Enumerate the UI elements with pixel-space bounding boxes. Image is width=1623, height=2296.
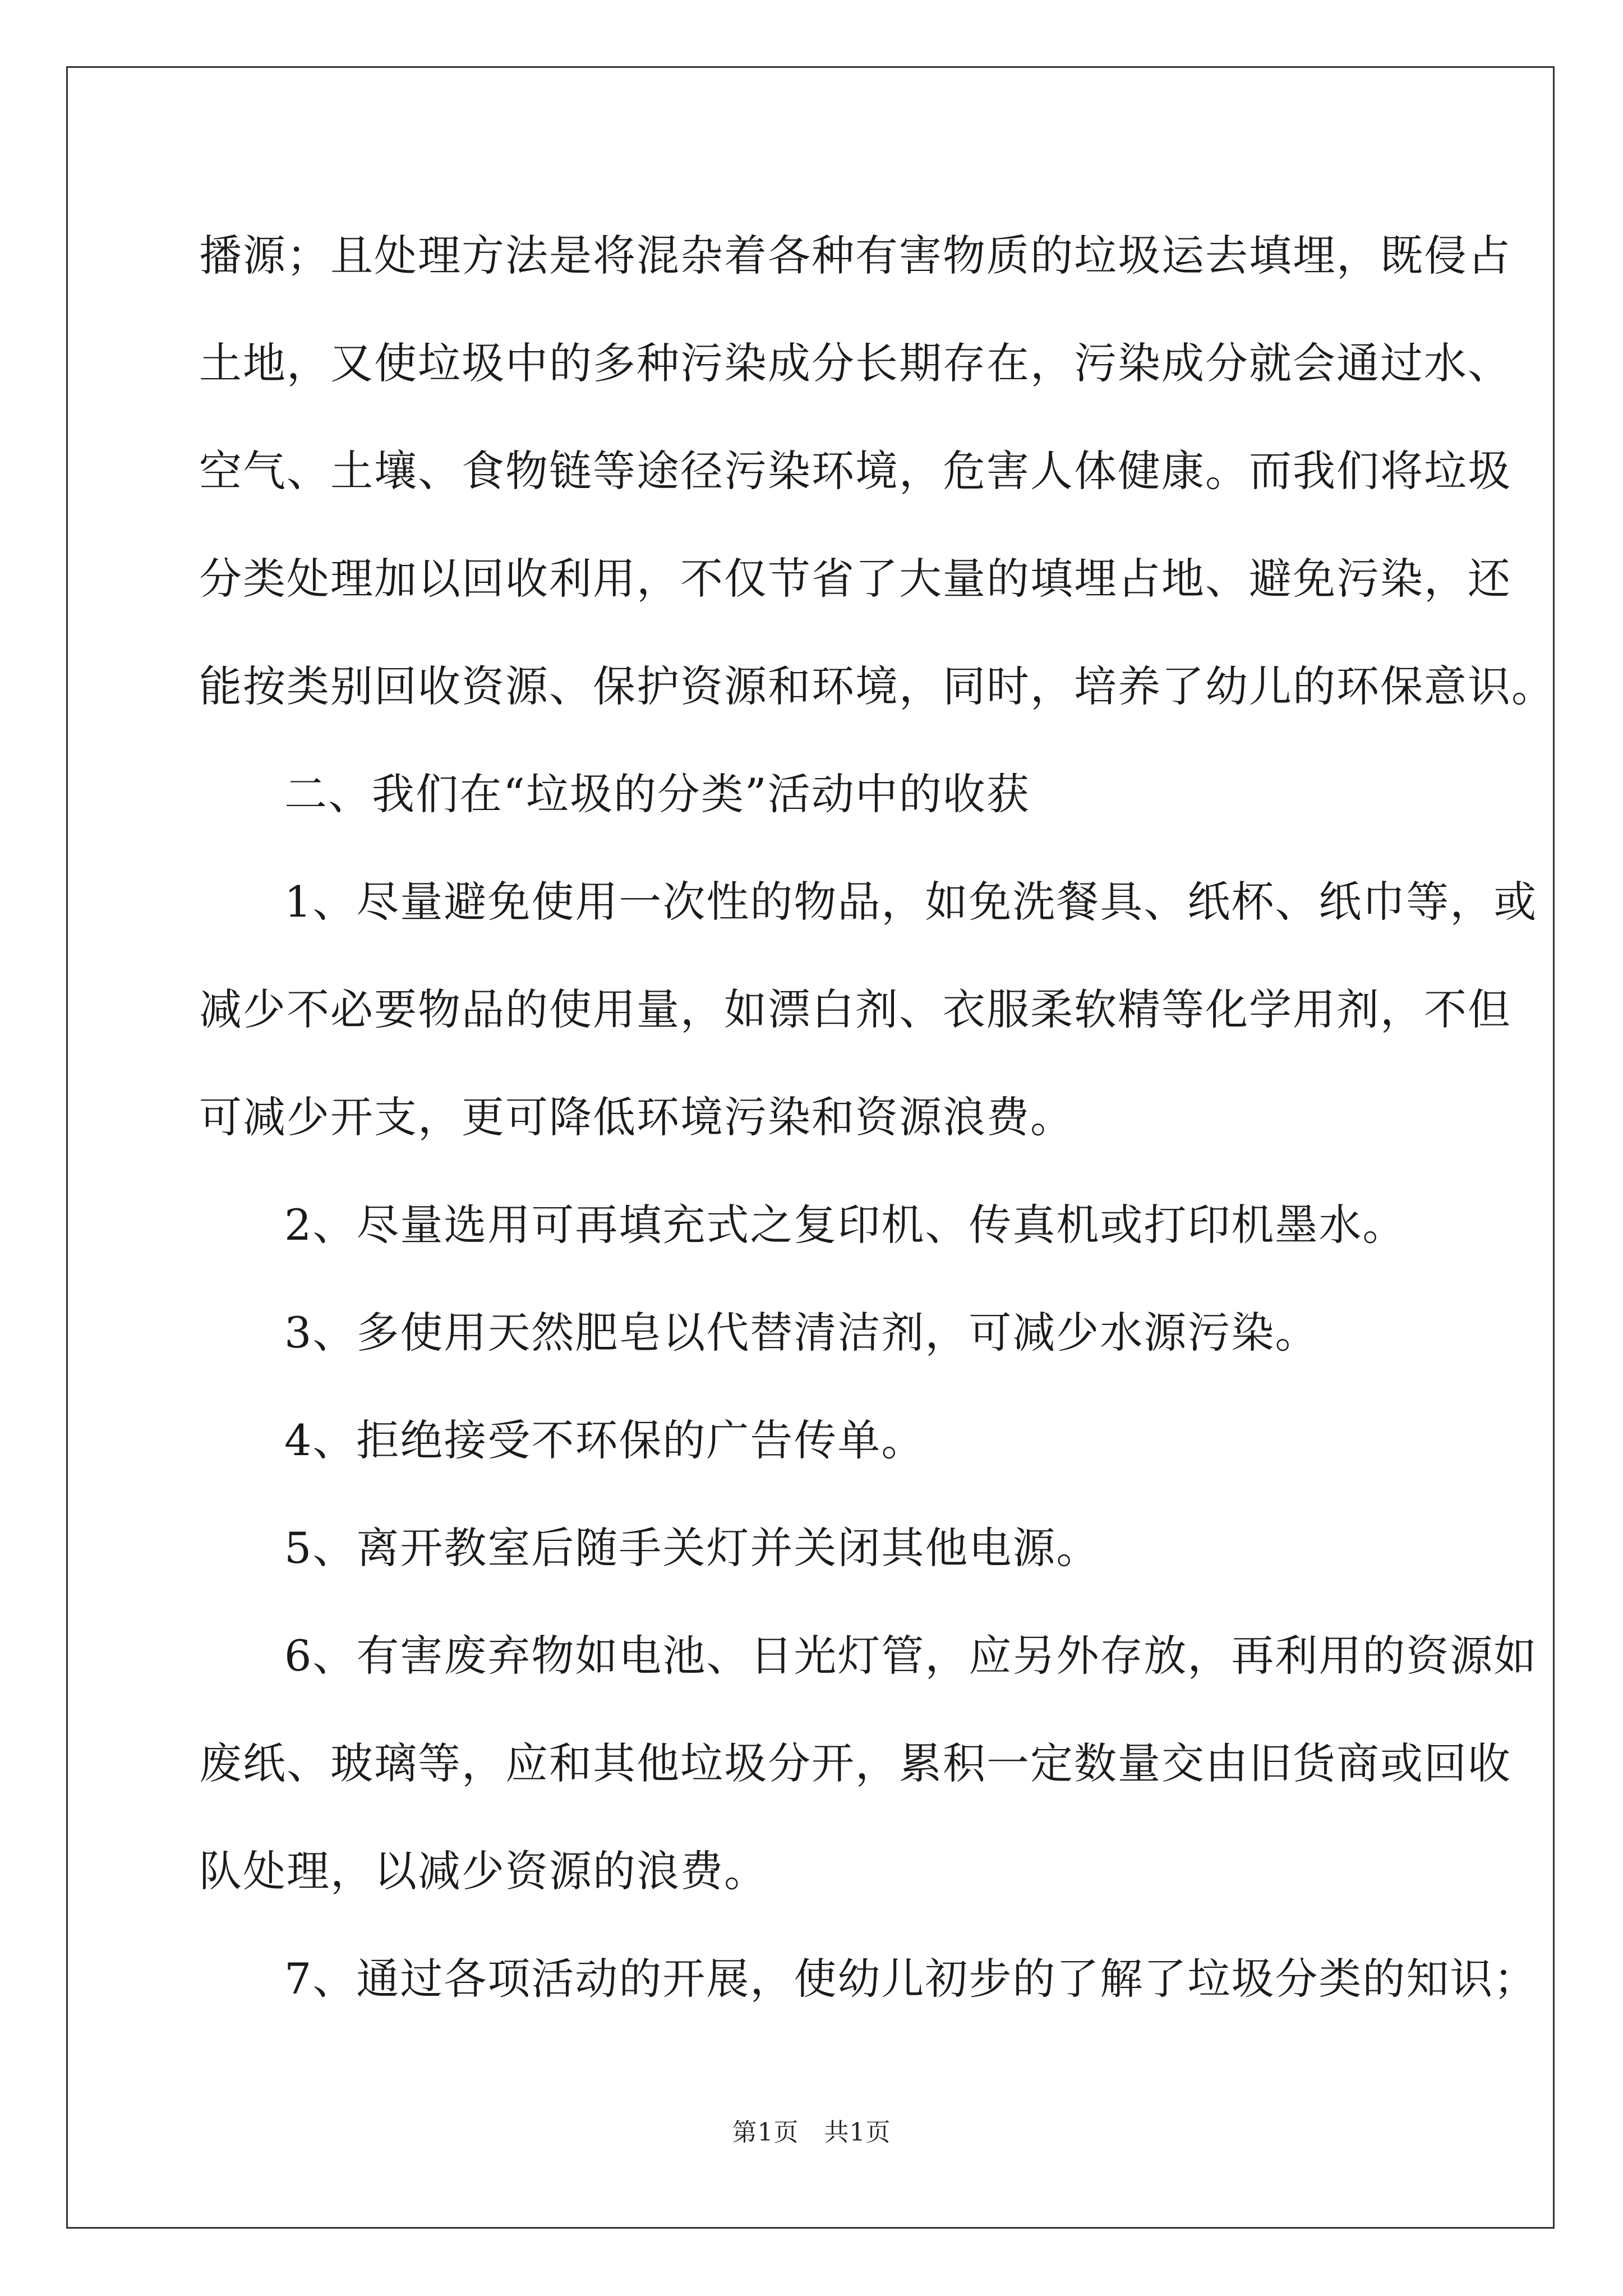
text-line: 2、尽量选用可再填充式之复印机、传真机或打印机墨水。 [284, 1200, 1407, 1250]
text-line: 播源；且处理方法是将混杂着各种有害物质的垃圾运去填埋，既侵占 [199, 231, 1511, 280]
page-footer: 第1页 共1页 [732, 2118, 891, 2147]
text-line: 分类处理加以回收利用，不仅节省了大量的填埋占地、避免污染，还 [199, 554, 1511, 604]
text-line: 减少不必要物品的使用量，如漂白剂、衣服柔软精等化学用剂，不但 [199, 984, 1511, 1034]
text-line: 能按类别回收资源、保护资源和环境，同时，培养了幼儿的环保意识。 [199, 661, 1555, 711]
document-body [199, 202, 1555, 2033]
text-line: 废纸、玻璃等，应和其他垃圾分开，累积一定数量交由旧货商或回收 [199, 1738, 1511, 1788]
text-line: 7、通过各项活动的开展，使幼儿初步的了解了垃圾分类的知识； [284, 1954, 1538, 2004]
text-line: 二、我们在“垃圾的分类”活动中的收获 [284, 769, 1030, 819]
text-line: 6、有害废弃物如电池、日光灯管，应另外存放，再利用的资源如 [284, 1631, 1538, 1681]
text-line: 3、多使用天然肥皂以代替清洁剂，可减少水源污染。 [284, 1308, 1319, 1358]
text-line: 可减少开支，更可降低环境污染和资源浪费。 [199, 1092, 1074, 1142]
text-line: 4、拒绝接受不环保的广告传单。 [284, 1415, 925, 1465]
text-line: 1、尽量避免使用一次性的物品，如免洗餐具、纸杯、纸巾等，或 [284, 877, 1538, 927]
text-line: 土地，又使垃圾中的多种污染成分长期存在，污染成分就会通过水、 [199, 338, 1511, 388]
text-line: 空气、土壤、食物链等途径污染环境，危害人体健康。而我们将垃圾 [199, 446, 1511, 496]
text-line: 5、离开教室后随手关灯并关闭其他电源。 [284, 1523, 1100, 1573]
text-line: 队处理，以减少资源的浪费。 [199, 1846, 768, 1896]
